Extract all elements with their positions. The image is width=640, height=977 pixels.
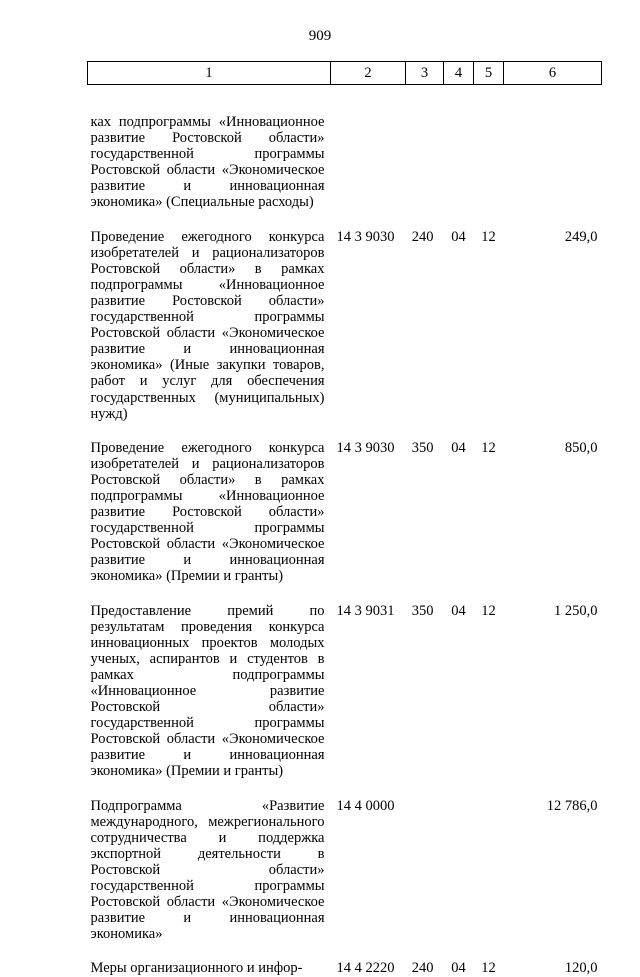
row-section [444, 798, 474, 943]
row-spacer [88, 211, 602, 229]
table-row [88, 603, 602, 780]
row-expense-type [406, 798, 444, 943]
row-target-code: 14 3 9030 [336, 439, 395, 456]
row-spacer [88, 585, 602, 603]
row-subsection: 12 [481, 439, 496, 456]
row-description: ках подпрограммы «Инновационное развитие Ростовской области» государственной программы Ростовской области «Экономическое развитие и инновационная экономика» (Специальные расходы) [90, 114, 325, 211]
row-subsection [474, 798, 504, 943]
header-col-4: 4 [444, 62, 474, 85]
table-row [88, 229, 602, 422]
row-description: Предоставление премий по результатам проведения конкурса инновационных проектов молодых ученых, аспирантов и студентов в рамках подпрограммы «Инновационное развитие Ростовской области» государственной программы Ростовской области «Экономическое развитие и инновационная экономика» (Премии и гранты) [90, 602, 325, 780]
row-subsection [474, 85, 504, 211]
row-expense-type: 350 [411, 602, 434, 619]
row-description: Подпрограмма «Развитие международного, межрегионального сотрудничества и поддержка экспортной деятельности в Ростовской области» государственной программы Ростовской области «Экономическое развитие и инновационная экономика» [90, 797, 325, 943]
row-amount: 12 786,0 [546, 797, 598, 814]
budget-table [87, 61, 602, 977]
row-amount: 120,0 [564, 960, 598, 977]
row-section: 04 [451, 439, 466, 456]
row-subsection: 12 [481, 960, 496, 977]
row-amount: 249,0 [564, 228, 598, 245]
row-spacer [88, 422, 602, 440]
row-target-code: 14 4 0000 [336, 797, 395, 814]
table-header [88, 62, 602, 85]
row-target-code: 14 4 2220 [336, 960, 395, 977]
row-section: 04 [451, 228, 466, 245]
header-col-6: 6 [504, 62, 602, 85]
table-row [88, 440, 602, 585]
row-description: Проведение ежегодного конкурса изобретателей и рационализаторов Ростовской области» в рамках подпрограммы «Инновационное развитие Ростовской области» государственной программы Ростовской области «Экономическое развитие и инновационная экономика» (Премии и гранты) [90, 439, 325, 585]
row-spacer [88, 780, 602, 798]
page-number: 909 [308, 28, 332, 44]
row-subsection: 12 [481, 228, 496, 245]
table-row [88, 960, 602, 976]
header-col-2: 2 [331, 62, 406, 85]
row-target-code: 14 3 9031 [336, 602, 395, 619]
header-col-3: 3 [406, 62, 444, 85]
row-subsection: 12 [481, 602, 496, 619]
row-amount [504, 85, 602, 211]
row-description: Проведение ежегодного конкурса изобретателей и рационализаторов Ростовской области» в рамках подпрограммы «Инновационное развитие Ростовской области» государственной программы Ростовской области «Экономическое развитие и инновационная экономика» (Иные закупки товаров, работ и услуг для обеспечения государственных (муниципальных) нужд) [90, 228, 325, 422]
table-row [88, 85, 602, 211]
row-amount: 850,0 [564, 439, 598, 456]
row-amount: 1 250,0 [554, 602, 598, 619]
row-expense-type: 240 [411, 960, 434, 977]
row-section: 04 [451, 960, 466, 977]
row-expense-type: 240 [411, 228, 434, 245]
header-col-5: 5 [474, 62, 504, 85]
row-expense-type: 350 [411, 439, 434, 456]
row-description: Меры организационного и инфор- [90, 960, 303, 977]
row-expense-type [406, 85, 444, 211]
row-spacer [88, 942, 602, 960]
table-row [88, 798, 602, 943]
row-section: 04 [451, 602, 466, 619]
row-target-code: 14 3 9030 [336, 228, 395, 245]
row-section [444, 85, 474, 211]
header-col-1: 1 [88, 62, 331, 85]
row-target-code [331, 85, 406, 211]
table-body [88, 85, 602, 977]
header-row [88, 62, 602, 85]
